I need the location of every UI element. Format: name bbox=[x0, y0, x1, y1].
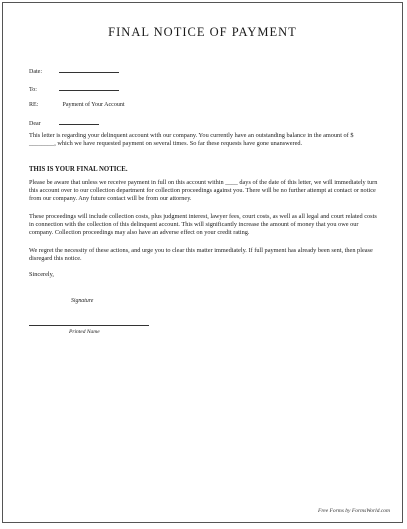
paragraph-payment-warning-text: Please be aware that unless we receive payment in full on this account within ____ days of the date of this letter, we will immediately turn this account over to our collection department for collection proceedings against you. There will be no further attempt at contact or notice from our company. Any future contact will be from our attorney. bbox=[29, 179, 378, 202]
re-value: Payment of Your Account bbox=[62, 102, 125, 108]
paragraph-collection-costs-text: These proceedings will include collection costs, plus judgment interest, lawyer fees, court costs, as well as all legal and court related costs in connection with the collection of this delinquent account. This will significantly increase the amount of money that you owe our company. Collection proceedings may also have an adverse effect on your credit rating. bbox=[29, 213, 377, 236]
re-field bbox=[29, 102, 125, 108]
sign-off: Sincerely, bbox=[29, 271, 54, 278]
date-label: Date: bbox=[29, 69, 42, 75]
salutation-text: Dear bbox=[29, 121, 41, 127]
salutation bbox=[29, 119, 99, 127]
printed-name-line bbox=[29, 325, 149, 326]
paragraph-payment-warning bbox=[29, 179, 379, 203]
re-label: RE: bbox=[29, 102, 39, 108]
footer-credit: Free Forms by FormsWorld.com bbox=[317, 508, 390, 514]
letter-page bbox=[2, 2, 403, 523]
document-title: FINAL NOTICE OF PAYMENT bbox=[108, 25, 297, 39]
salutation-blank-line bbox=[59, 119, 99, 125]
signature-label: Signature bbox=[71, 298, 94, 304]
date-field bbox=[29, 67, 119, 75]
paragraph-regret-text: We regret the necessity of these actions, and urge you to clear this matter immediately. If full payment has already been sent, then please disregard this notice. bbox=[29, 247, 373, 262]
final-notice-heading: THIS IS YOUR FINAL NOTICE. bbox=[29, 166, 128, 173]
paragraph-collection-costs bbox=[29, 213, 379, 237]
to-label: To: bbox=[29, 87, 37, 93]
to-blank-line bbox=[59, 85, 119, 91]
paragraph-intro-text: This letter is regarding your delinquent account with our company. You currently have an outstanding balance in the amount of $ ________, which we have requested payment on several times. So far these requests have gone unanswered. bbox=[29, 132, 354, 147]
to-field bbox=[29, 85, 119, 93]
printed-name-label: Printed Name bbox=[69, 329, 100, 335]
paragraph-intro bbox=[29, 132, 379, 148]
date-blank-line bbox=[59, 67, 119, 73]
paragraph-regret bbox=[29, 247, 379, 263]
